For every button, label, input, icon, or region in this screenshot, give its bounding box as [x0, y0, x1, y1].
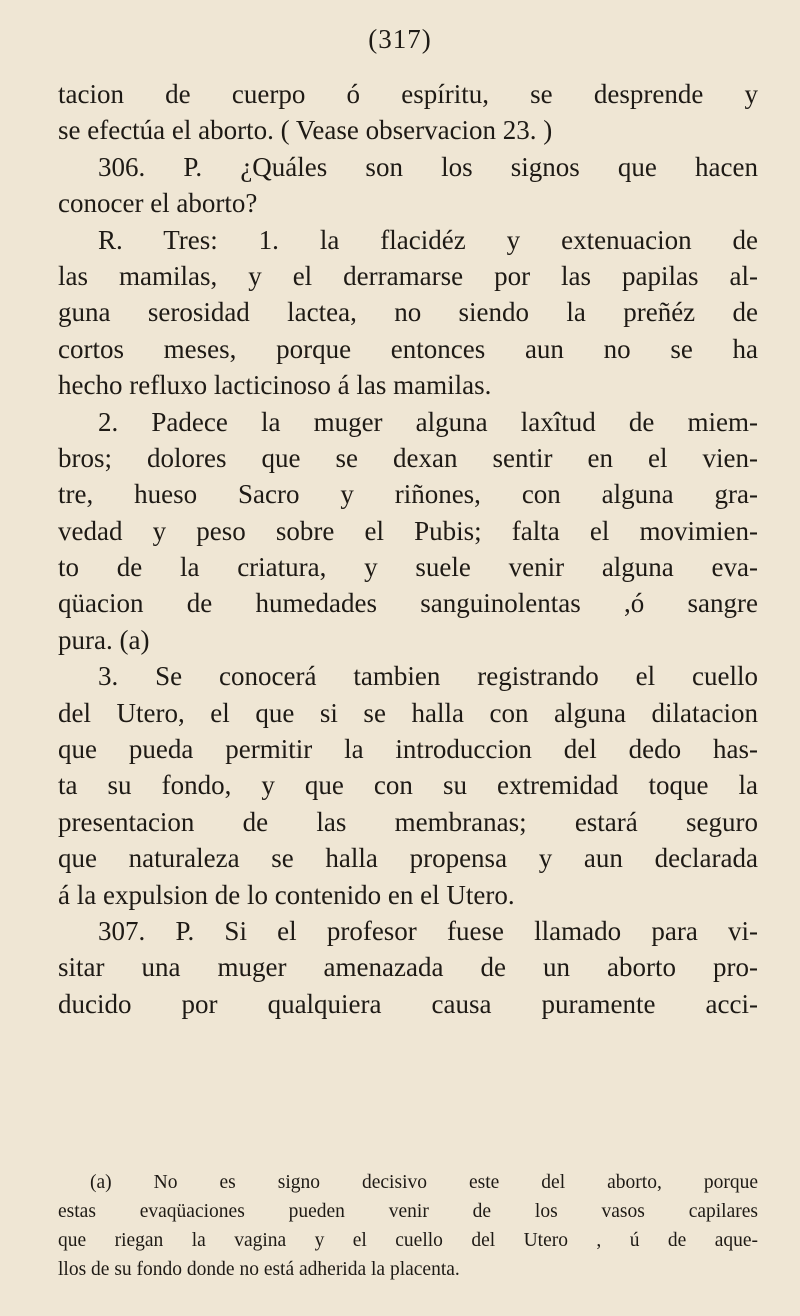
text-line: tacion de cuerpo ó espíritu, se desprende y: [58, 79, 758, 109]
text-line: 307. P. Si el profesor fuese llamado para vi-: [98, 915, 758, 946]
text-line: ducido por qualquiera causa puramente acci-: [58, 988, 758, 1019]
text-line: vedad y peso sobre el Pubis; falta el movimien-: [58, 515, 758, 546]
footnote-line: llos de su fondo donde no está adherida la placenta.: [58, 1259, 460, 1280]
page-number: (317): [368, 24, 432, 54]
text-line: 3. Se conocerá tambien registrando el cuello: [98, 661, 758, 692]
text-line: se efectúa el aborto. ( Vease observacion 23. ): [58, 115, 553, 146]
text-line: 306. P. ¿Quáles son los signos que hacen: [98, 151, 758, 182]
text-line: pura. (a): [58, 624, 150, 655]
text-line: que pueda permitir la introduccion del dedo has-: [58, 734, 758, 765]
text-line: que naturaleza se halla propensa y aun declarada: [58, 843, 758, 874]
text-line: conocer el aborto?: [58, 188, 258, 219]
footnote: [58, 1168, 758, 1284]
text-line: sitar una muger amenazada de un aborto pro-: [58, 952, 758, 983]
text-line: qüacion de humedades sanguinolentas ,ó sangre: [58, 588, 758, 619]
text-line: ta su fondo, y que con su extremidad toque la: [58, 770, 758, 801]
text-line: cortos meses, porque entonces aun no se ha: [58, 333, 758, 364]
text-line: guna serosidad lactea, no siendo la preñéz de: [58, 297, 758, 328]
text-line: hecho refluxo lacticinoso á las mamilas.: [58, 370, 492, 401]
text-line: tre, hueso Sacro y riñones, con alguna gra-: [58, 479, 758, 510]
text-line: bros; dolores que se dexan sentir en el vien-: [58, 442, 758, 473]
text-line: R. Tres: 1. la flacidéz y extenuacion de: [98, 224, 758, 255]
text-line: las mamilas, y el derramarse por las papilas al-: [58, 260, 758, 291]
text-line: 2. Padece la muger alguna laxîtud de miem-: [98, 406, 758, 437]
text-line: to de la criatura, y suele venir alguna eva-: [58, 552, 758, 583]
text-line: á la expulsion de lo contenido en el Utero.: [58, 879, 515, 910]
footnote-line: que riegan la vagina y el cuello del Utero , ú de aque-: [58, 1230, 758, 1251]
footnote-line: estas evaqüaciones pueden venir de los vasos capilares: [58, 1201, 758, 1222]
text-line: del Utero, el que si se halla con alguna dilatacion: [58, 697, 758, 728]
body-text: [58, 76, 758, 1022]
text-line: presentacion de las membranas; estará seguro: [58, 806, 758, 837]
footnote-line: (a) No es signo decisivo este del aborto, porque: [90, 1172, 758, 1193]
